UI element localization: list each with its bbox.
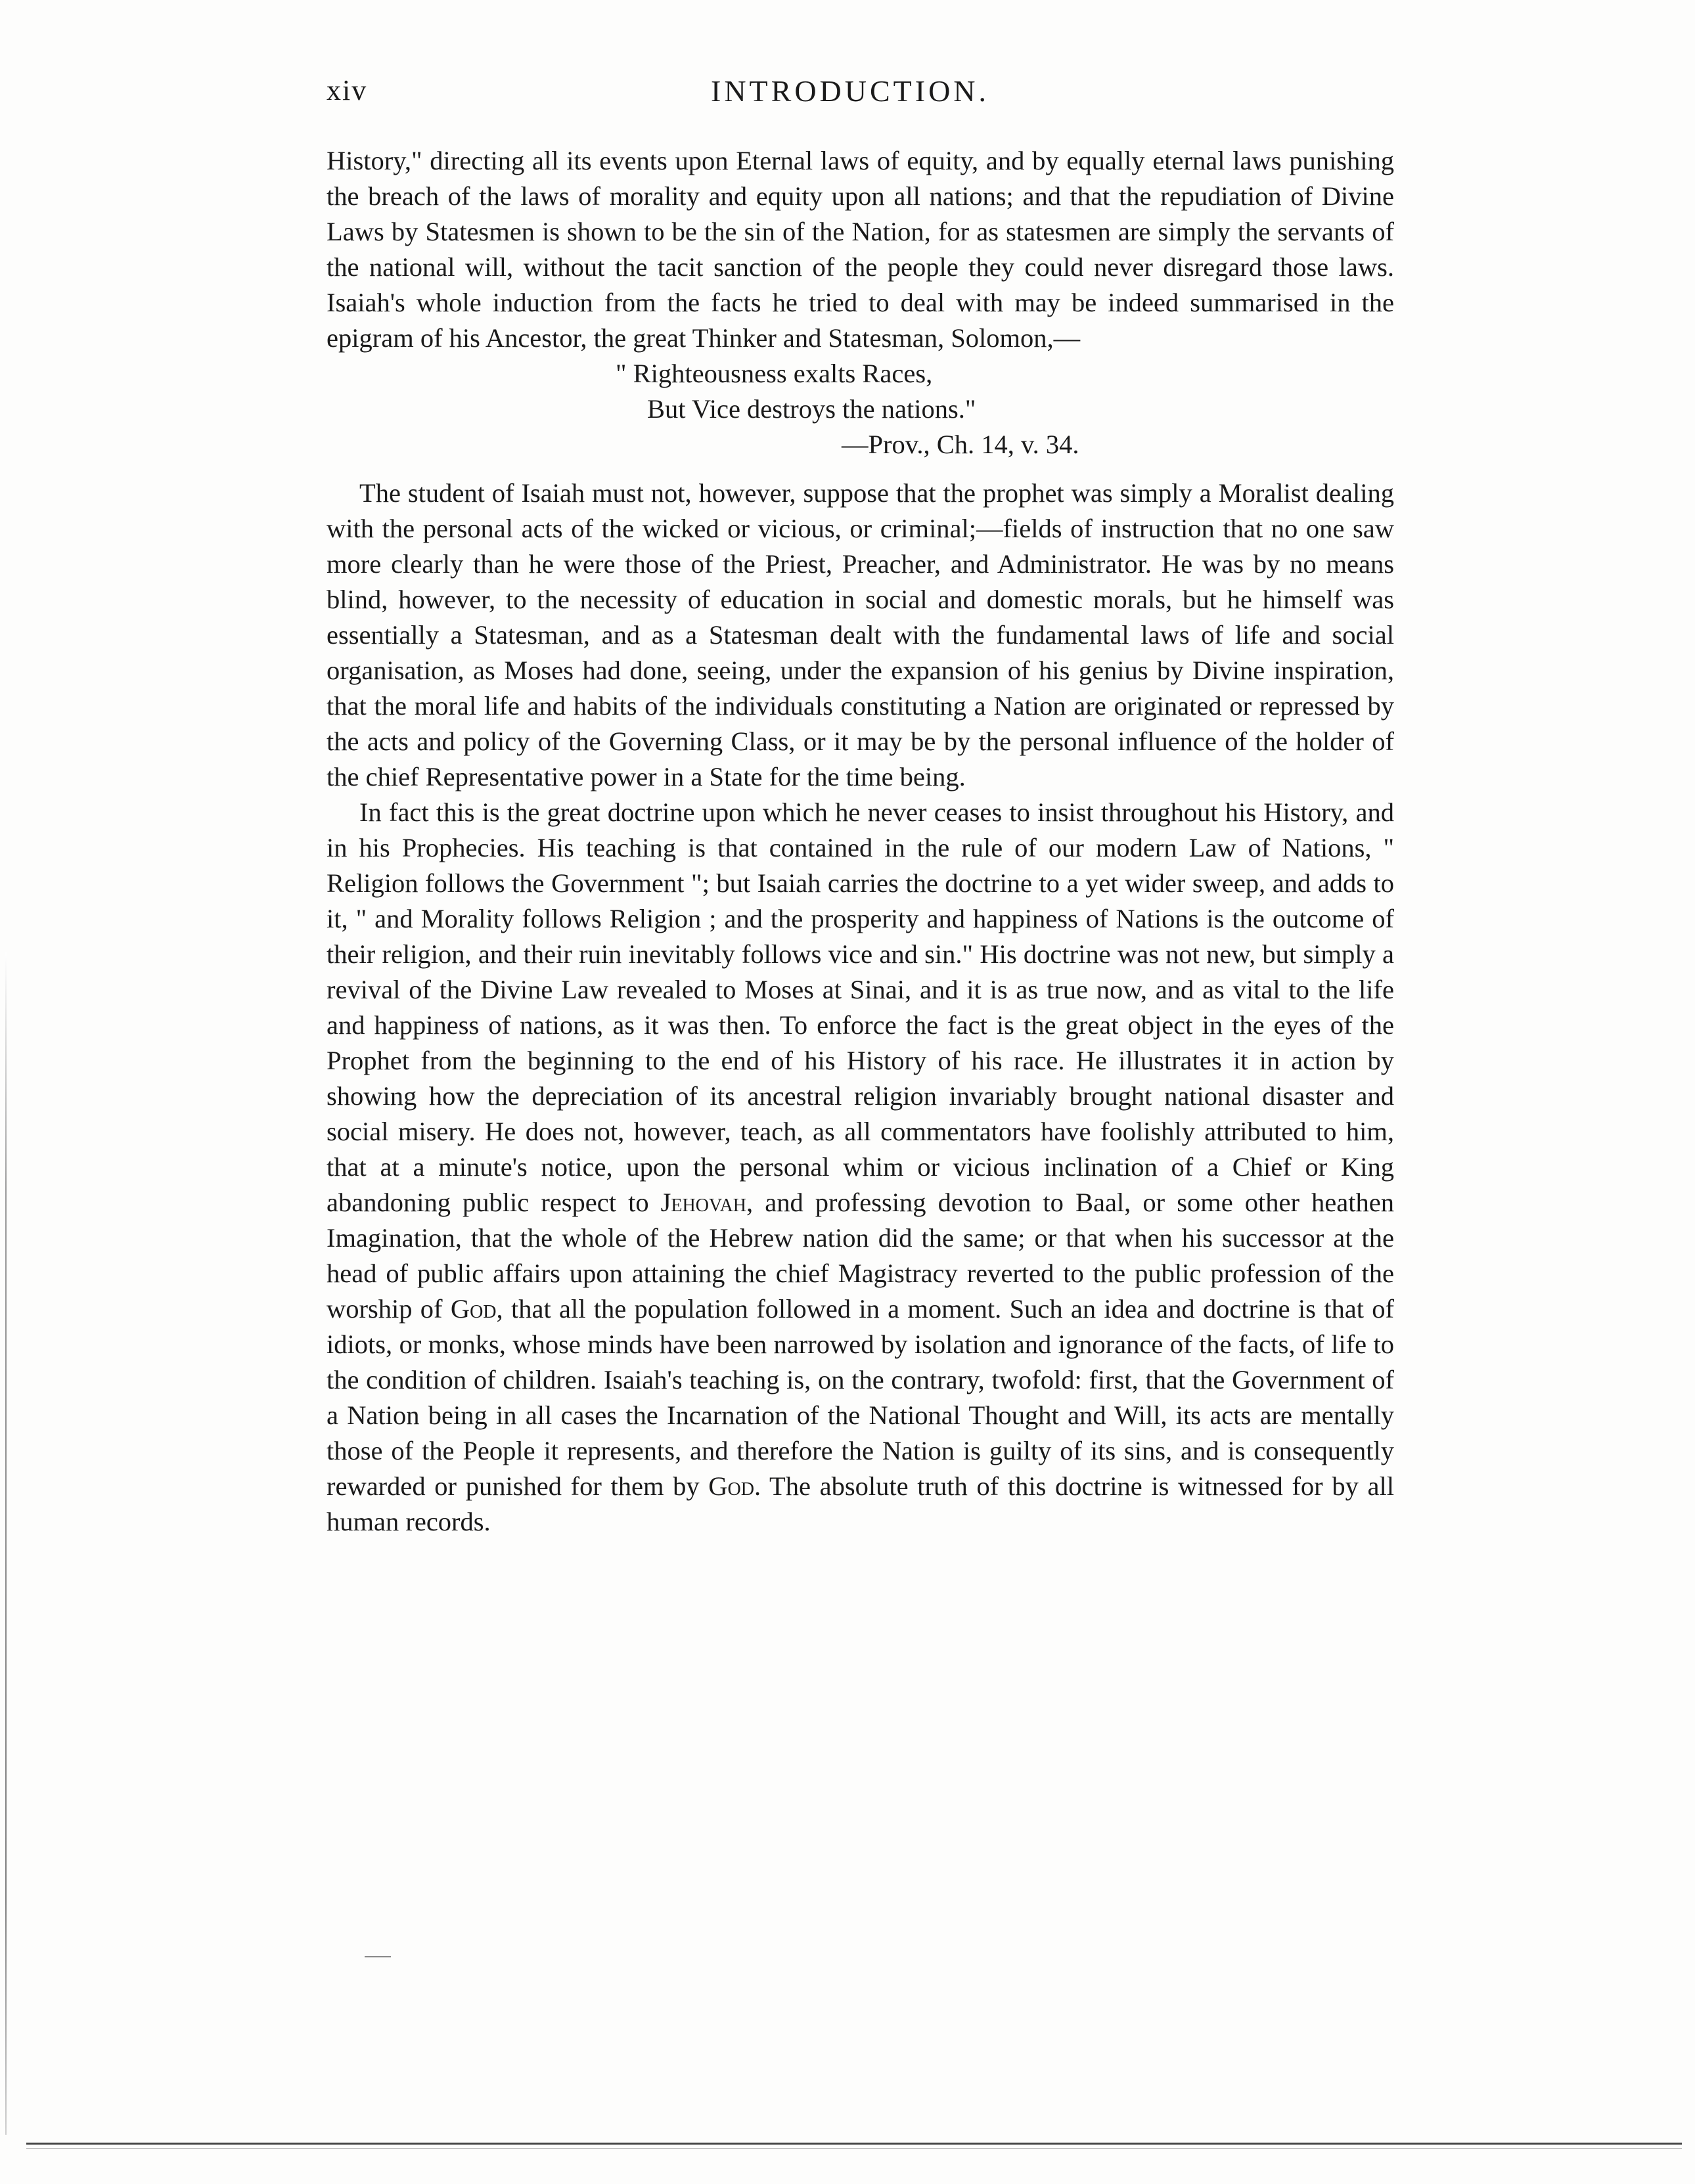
divine-name-jehovah: Jehovah [660,1188,747,1217]
divine-name-god: God [450,1294,497,1324]
epigram-quote [327,356,1394,462]
paragraph-text: . The absolute truth of this doctrine is witnessed for by all human records. [327,1471,1394,1536]
running-title: INTRODUCTION. [711,74,990,108]
paragraph-continued: History," directing all its events upon Eternal laws of equity, and by equally eternal laws punishing the breach of the laws of morality and equity upon all nations; and that the repudiation of Divine Laws by Statesmen is shown to be the sin of the Nation, for as statesmen are simply the servants of the national will, without the tacit sanction of the people they could never disregard those laws. Isaiah's whole induction from the facts he tried to deal with may be indeed summarised in the epigram of his Ancestor, the great Thinker and Statesman, Solomon,— [327,146,1394,353]
ink-mark [365,1956,391,1957]
scan-edge-left [5,952,7,2135]
paragraph-text: In fact this is the great doctrine upon which he never ceases to insist throughout his History, and in his Prophecies. His teaching is that contained in the rule of our modern Law of Nations, " Religion follows the Government "; but Isaiah carries the doctrine to a yet wider sweep, and adds to it, " and Morality follows Religion ; and the prosperity and happiness of Nations is the outcome of their religion, and their ruin inevitably follows vice and sin." His doctrine was not new, but simply a revival of the Divine Law revealed to Moses at Sinai, and it is as true now, and as vital to the life and happiness of nations, as it was then. To enforce the fact is the great object in the eyes of the Prophet from the beginning to the end of his History of his race. He illustrates it in action by showing how the depreciation of its ancestral religion invariably brought national disaster and social misery. He does not, however, teach, as all commentators have foolishly attributed to him, that at a minute's notice, upon the personal whim or vicious inclination of a Chief or King abandoning public respect to [327,797,1394,1217]
spacer [327,462,1394,476]
paragraph-student: The student of Isaiah must not, however, suppose that the prophet was simply a Moralist dealing with the personal acts of the wicked or vicious, or criminal;—fields of instruction that no one saw more clearly than he were those of the Priest, Preacher, and Administrator. He was by no means blind, however, to the necessity of education in social and domestic morals, but he himself was essentially a Statesman, and as a Statesman dealt with the fundamental laws of life and social organisation, as Moses had done, seeing, under the expansion of his genius by Divine inspiration, that the moral life and habits of the individuals constituting a Nation are originated or repressed by the acts and policy of the Governing Class, or it may be by the personal influence of the holder of the chief Representative power in a State for the time being. [327,478,1394,791]
paragraph-text: , that all the population followed in a moment. Such an idea and doctrine is that of idiots, or monks, whose minds have been narrowed by isolation and ignorance of the facts, of life to the condition of children. Isaiah's teaching is, on the contrary, twofold: first, that the Government of a Nation being in all cases the Incarnation of the National Thought and Will, its acts are mentally those of the People it represents, and therefore the Nation is guilty of its sins, and is consequently rewarded or punished for them by [327,1294,1394,1501]
quote-line-1: " Righteousness exalts Races, [616,359,933,388]
scan-edge-bottom [26,2143,1682,2145]
paragraph-doctrine [327,795,1394,1540]
quote-line-2: But Vice destroys the nations." [647,394,976,424]
paragraph-text: , and professing devotion to Baal, or some other heathen Imagination, that the whole of the Hebrew nation did the same; or that when his successor at the head of public affairs upon attaining the chief Magistracy reverted to the public profession of the worship of [327,1188,1394,1324]
quote-citation: —Prov., Ch. 14, v. 34. [842,430,1079,459]
scan-edge-bottom-faint [26,2148,1682,2149]
page-number: xiv [327,74,368,106]
divine-name-god: God [708,1471,754,1501]
body-text [327,143,1394,1540]
page-header [327,74,1394,113]
